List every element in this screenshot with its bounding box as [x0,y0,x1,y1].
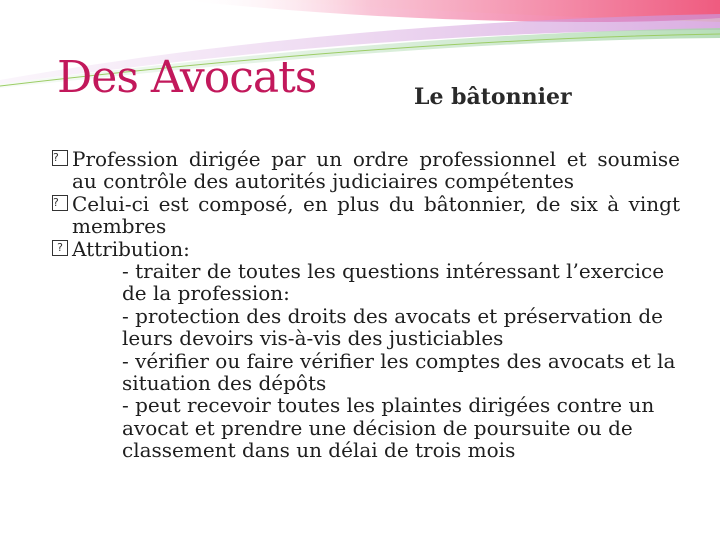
bullet-item [52,148,680,193]
sub-item: - traiter de toutes les questions intéressant l’exercice de la profession: [122,258,665,306]
missing-glyph-icon: ? [52,240,68,256]
slide-subtitle: Le bâtonnier [414,84,572,110]
missing-glyph-icon: ? [52,150,68,166]
bullet-item [52,193,680,238]
missing-glyph-icon: ? [52,195,68,211]
bullet-item [52,238,680,260]
sub-item: - protection des droits des avocats et préservation de leurs devoirs vis-à-vis des justiciables [122,303,663,351]
sub-item: - peut recevoir toutes les plaintes dirigées contre un avocat et prendre une décision de poursuite ou de classement dans un délai de trois mois [122,393,655,463]
bullet-text: Attribution: [72,236,190,261]
bullet-text: Celui-ci est composé, en plus du bâtonnier, de six à vingt membres [72,191,680,239]
bullet-text: Profession dirigée par un ordre professionnel et soumise au contrôle des autorités judiciaires compétentes [72,147,680,194]
slide-title: Des Avocats [57,52,317,103]
sub-item: - vérifier ou faire vérifier les comptes des avocats et la situation des dépôts [122,348,676,395]
slide-body [52,148,680,461]
